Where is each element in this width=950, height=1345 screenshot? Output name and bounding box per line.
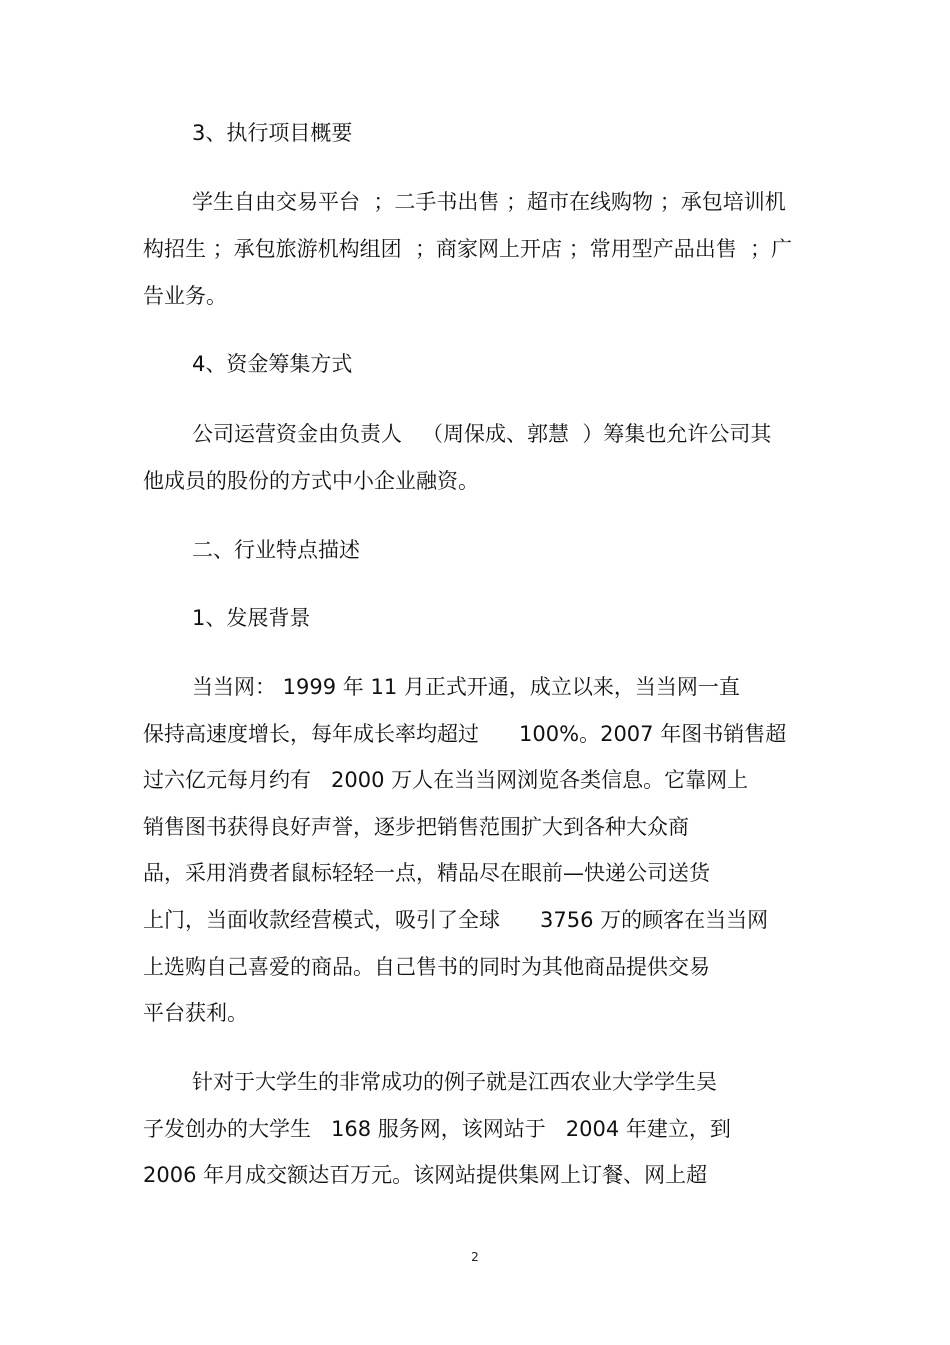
section-heading-3: 3、执行项目概要 <box>192 121 353 145</box>
part-heading-2: 二、行业特点描述 <box>192 538 360 562</box>
paragraph-line: 品，采用消费者鼠标轻轻一点，精品尽在眼前—快递公司送货 <box>143 861 710 885</box>
paragraph-line: 当当网： 1999 年 11 月正式开通，成立以来，当当网一直 <box>192 675 740 699</box>
paragraph-line: 子发创办的大学生 168 服务网，该网站于 2004 年建立，到 <box>143 1117 731 1141</box>
paragraph-line: 上选购自己喜爱的商品。自己售书的同时为其他商品提供交易 <box>143 955 710 979</box>
paragraph-line: 针对于大学生的非常成功的例子就是江西农业大学学生吴 <box>192 1070 717 1094</box>
paragraph-line: 他成员的股份的方式中小企业融资。 <box>143 469 479 493</box>
page-number: 2 <box>471 1250 479 1264</box>
paragraph-line: 构招生 ；承包旅游机构组团 ；商家网上开店 ；常用型产品出售 ；广 <box>143 237 793 261</box>
paragraph-line: 2006 年月成交额达百万元。该网站提供集网上订餐、网上超 <box>143 1163 708 1187</box>
paragraph-line: 过六亿元每月约有 2000 万人在当当网浏览各类信息。它靠网上 <box>143 768 749 792</box>
paragraph-line: 学生自由交易平台 ；二手书出售 ；超市在线购物 ；承包培训机 <box>192 190 786 214</box>
paragraph-line: 公司运营资金由负责人 （周保成、郭慧 ）筹集也允许公司其 <box>192 422 772 446</box>
paragraph-line: 平台获利。 <box>143 1001 248 1025</box>
paragraph-line: 告业务。 <box>143 284 227 308</box>
paragraph-line: 销售图书获得良好声誉，逐步把销售范围扩大到各种大众商 <box>143 815 689 839</box>
subsection-heading-1: 1、发展背景 <box>192 606 311 630</box>
paragraph-line: 保持高速度增长，每年成长率均超过 100%。2007 年图书销售超 <box>143 722 787 746</box>
section-heading-4: 4、资金筹集方式 <box>192 352 353 376</box>
paragraph-line: 上门，当面收款经营模式，吸引了全球 3756 万的顾客在当当网 <box>143 908 769 932</box>
